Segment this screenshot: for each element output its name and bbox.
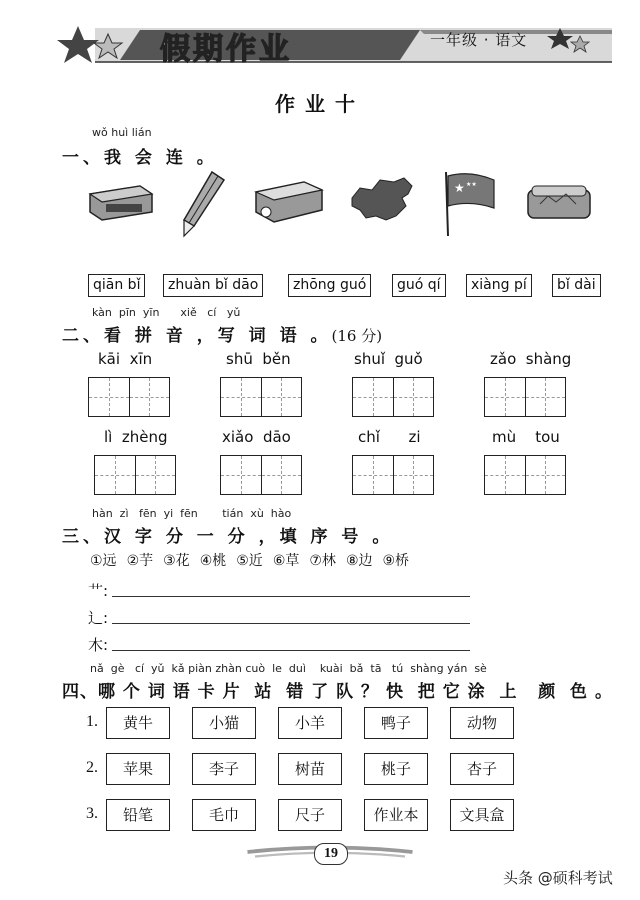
- option-item: ⑤近: [236, 553, 263, 569]
- word-card[interactable]: 小猫: [192, 707, 256, 739]
- word-card[interactable]: 苹果: [106, 753, 170, 785]
- option-item: ⑧边: [345, 553, 373, 569]
- answer-line[interactable]: [112, 649, 470, 651]
- word-card[interactable]: 黄牛: [106, 707, 170, 739]
- answer-box-6: bǐ dài: [552, 274, 601, 297]
- section3-pinyin: hàn zì fēn yi fēn tián xù hào: [92, 507, 292, 520]
- answer-box-1: qiān bǐ: [88, 274, 145, 297]
- svg-text:★: ★: [454, 181, 465, 195]
- answer-box-4: guó qí: [392, 274, 446, 297]
- writing-grid[interactable]: [484, 377, 566, 417]
- pencil-sharpener-illustration: [86, 180, 156, 224]
- page-number: 19: [314, 843, 348, 865]
- section2-heading-text: 二、看 拼 音 ，写 词 语 。: [62, 326, 332, 346]
- row-number: 2.: [86, 759, 98, 776]
- svg-text:★★: ★★: [466, 181, 477, 188]
- word-pinyin-8: mù tou: [492, 428, 560, 446]
- radical-label: 木:: [88, 636, 109, 654]
- word-card[interactable]: 动物: [450, 707, 514, 739]
- word-card[interactable]: 作业本: [364, 799, 428, 831]
- word-card[interactable]: 李子: [192, 753, 256, 785]
- word-pinyin-7: chǐ zi: [358, 428, 421, 446]
- section1-heading: 一、我 会 连 。: [62, 148, 218, 168]
- section3-heading: 三、汉 字 分 一 分 ，填 序 号 。: [62, 527, 394, 547]
- pencil-illustration: [178, 170, 228, 238]
- section4-pinyin: nǎ gè cí yǔ kǎ piàn zhàn cuò le duì kuài bǎ tā tú shàng yán sè: [90, 662, 487, 675]
- pencil-case-illustration: [526, 184, 592, 222]
- answer-line[interactable]: [112, 595, 470, 597]
- word-card[interactable]: 毛巾: [192, 799, 256, 831]
- option-list: [90, 550, 409, 570]
- word-pinyin-2: shū běn: [226, 350, 291, 368]
- word-pinyin-5: lì zhèng: [104, 428, 168, 446]
- writing-grid[interactable]: [484, 455, 566, 495]
- word-card[interactable]: 树苗: [278, 753, 342, 785]
- option-item: ①远: [90, 553, 117, 569]
- row-number: 1.: [86, 713, 98, 730]
- row-number: 3.: [86, 805, 98, 822]
- section2-heading: [62, 321, 382, 346]
- writing-grid[interactable]: [94, 455, 176, 495]
- pencil-box-illustration: [252, 178, 326, 226]
- china-map-illustration: [346, 176, 416, 226]
- answer-box-2: zhuàn bǐ dāo: [163, 274, 263, 297]
- answer-line[interactable]: [112, 622, 470, 624]
- word-card[interactable]: 铅笔: [106, 799, 170, 831]
- word-card[interactable]: 尺子: [278, 799, 342, 831]
- option-item: ⑥草: [272, 553, 300, 569]
- option-item: ⑦林: [309, 553, 336, 569]
- answer-box-5: xiàng pí: [466, 274, 532, 297]
- page-title: 作业十: [275, 92, 365, 116]
- writing-grid[interactable]: [220, 455, 302, 495]
- word-card[interactable]: 杏子: [450, 753, 514, 785]
- section2-pinyin: kàn pīn yīn xiě cí yǔ: [92, 306, 241, 319]
- option-item: ②芋: [126, 553, 154, 569]
- answer-box-3: zhōng guó: [288, 274, 371, 297]
- header-band: [0, 22, 640, 66]
- word-pinyin-3: shuǐ guǒ: [354, 350, 423, 368]
- writing-grid[interactable]: [220, 377, 302, 417]
- writing-grid[interactable]: [88, 377, 170, 417]
- header-subject: 一年级 · 语文: [430, 31, 528, 49]
- word-card[interactable]: 桃子: [364, 753, 428, 785]
- national-flag-illustration: [440, 168, 498, 238]
- word-pinyin-6: xiǎo dāo: [222, 428, 291, 446]
- writing-grid[interactable]: [352, 455, 434, 495]
- word-pinyin-1: kāi xīn: [98, 350, 153, 368]
- radical-label: 辶:: [88, 609, 109, 627]
- word-pinyin-4: zǎo shàng: [490, 350, 572, 368]
- option-item: ④桃: [199, 553, 227, 569]
- watermark-text: 头条 @硕科考试: [503, 869, 613, 887]
- option-item: ⑨桥: [382, 553, 410, 569]
- radical-label: 艹:: [88, 582, 109, 600]
- section4-heading: 四、哪 个 词 语 卡 片 站 错 了 队 ？ 快 把 它 涂 上 颜 色 。: [62, 682, 613, 702]
- word-card[interactable]: 鸭子: [364, 707, 428, 739]
- option-item: ③花: [163, 553, 190, 569]
- writing-grid[interactable]: [352, 377, 434, 417]
- section1-pinyin: wǒ huì lián: [92, 126, 152, 139]
- section2-score: (16 分): [331, 327, 383, 345]
- header-title: 假期作业: [160, 32, 292, 67]
- word-card[interactable]: 文具盒: [450, 799, 514, 831]
- word-card[interactable]: 小羊: [278, 707, 342, 739]
